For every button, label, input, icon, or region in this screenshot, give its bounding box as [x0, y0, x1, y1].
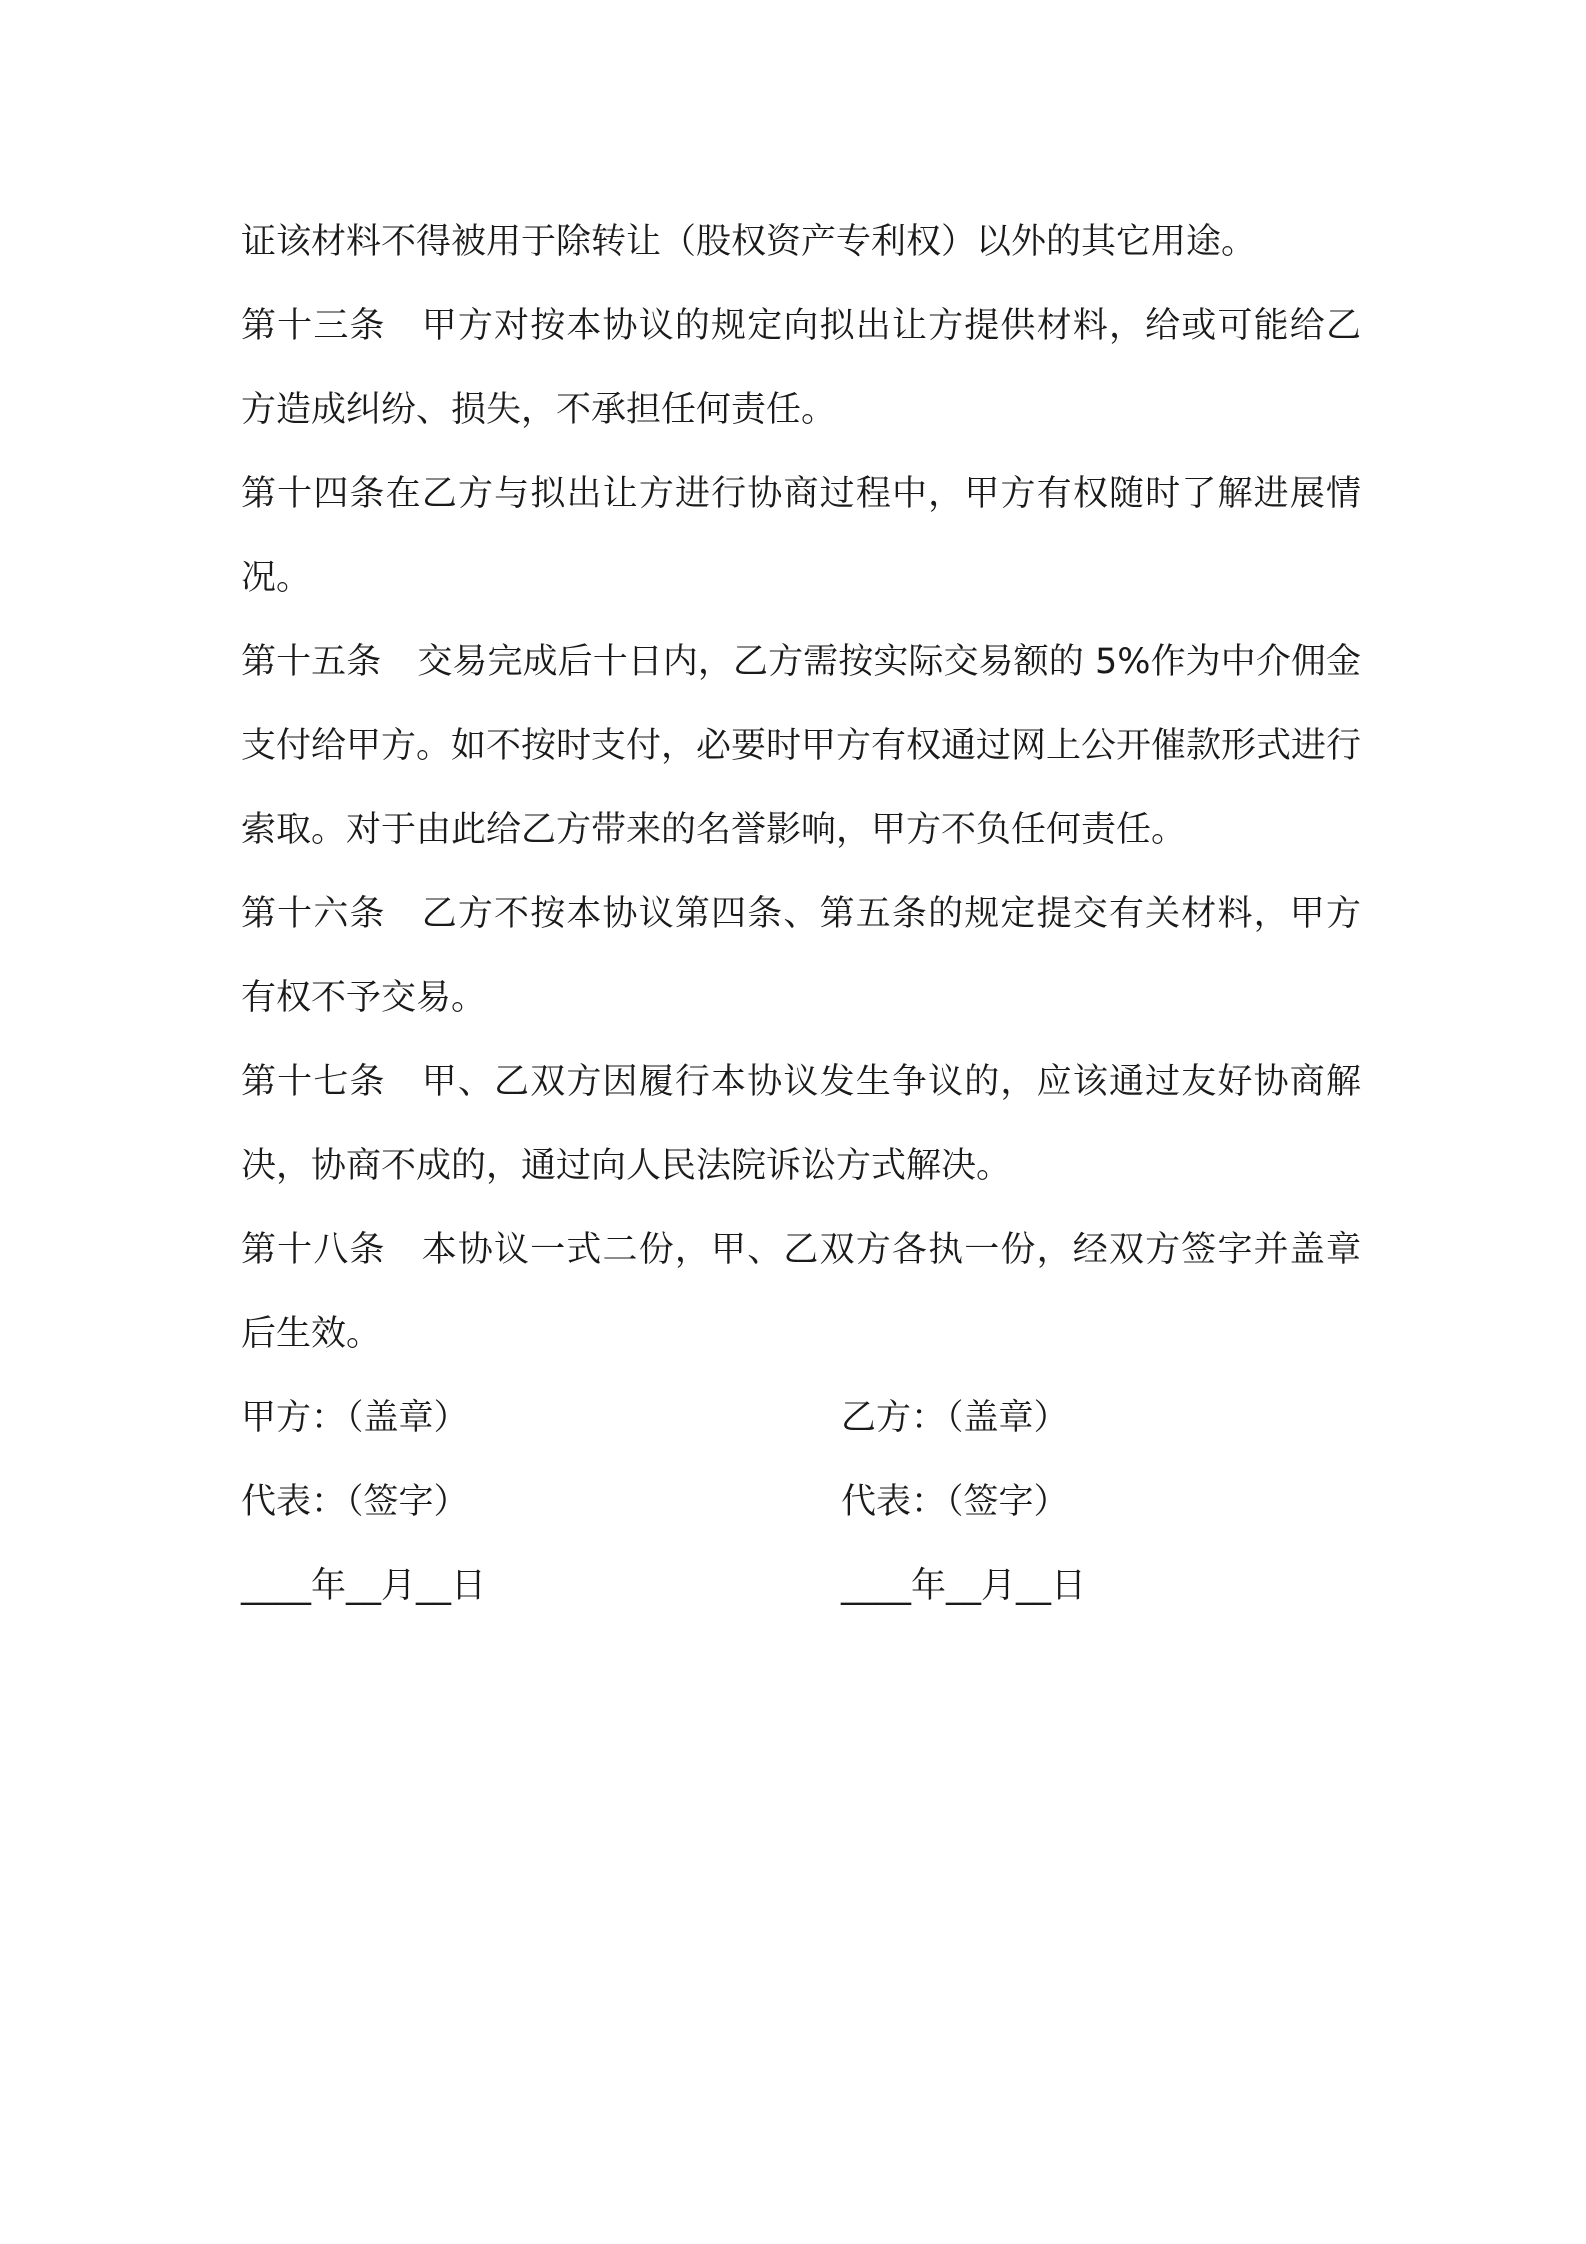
- party-a-representative: 代表：（签字）: [241, 1482, 469, 1522]
- article-number: 第十三条: [241, 306, 386, 346]
- article-number: 第十六条: [241, 894, 386, 934]
- paragraph-text: 证该材料不得被用于除转让（股权资产专利权）以外的其它用途。: [241, 222, 1257, 262]
- article-text: 乙方不按本协议第四条、第五条的规定提交有关材料，甲方有权不予交易。: [241, 894, 1361, 1018]
- article-text: 甲方对按本协议的规定向拟出让方提供材料，给或可能给乙方造成纠纷、损失，不承担任何责任。: [241, 306, 1361, 430]
- signature-rep-row: [241, 1460, 1361, 1544]
- party-b-representative: 代表：（签字）: [841, 1482, 1069, 1522]
- signature-seal-row: [241, 1376, 1361, 1460]
- party-a-seal: 甲方：（盖章）: [241, 1398, 469, 1438]
- article-number: 第十八条: [241, 1230, 386, 1270]
- party-a-date: ____年__月__日: [241, 1566, 487, 1606]
- article-text: 交易完成后十日内，乙方需按实际交易额的 5%作为中介佣金支付给甲方。如不按时支付，必要时甲方有权通过网上公开催款形式进行索取。对于由此给乙方带来的名誉影响，甲方不负任何责任。: [241, 642, 1362, 850]
- article-text: 第十四条在乙方与拟出让方进行协商过程中，甲方有权随时了解进展情况。: [241, 474, 1361, 598]
- article-14: [241, 452, 1361, 620]
- article-15: [241, 620, 1361, 872]
- article-16: [241, 872, 1361, 1040]
- article-13: [241, 284, 1361, 452]
- paragraph-continuation: [241, 200, 1361, 284]
- signature-date-row: [241, 1544, 1361, 1628]
- article-17: [241, 1040, 1361, 1208]
- article-18: [241, 1208, 1361, 1376]
- party-b-seal: 乙方：（盖章）: [841, 1398, 1069, 1438]
- article-number: 第十七条: [241, 1062, 386, 1102]
- article-text: 甲、乙双方因履行本协议发生争议的，应该通过友好协商解决，协商不成的，通过向人民法院诉讼方式解决。: [241, 1062, 1361, 1186]
- article-number: 第十五条: [241, 642, 382, 682]
- article-text: 本协议一式二份，甲、乙双方各执一份，经双方签字并盖章后生效。: [241, 1230, 1361, 1354]
- party-b-date: ____年__月__日: [841, 1566, 1087, 1606]
- document-body: [241, 200, 1361, 1628]
